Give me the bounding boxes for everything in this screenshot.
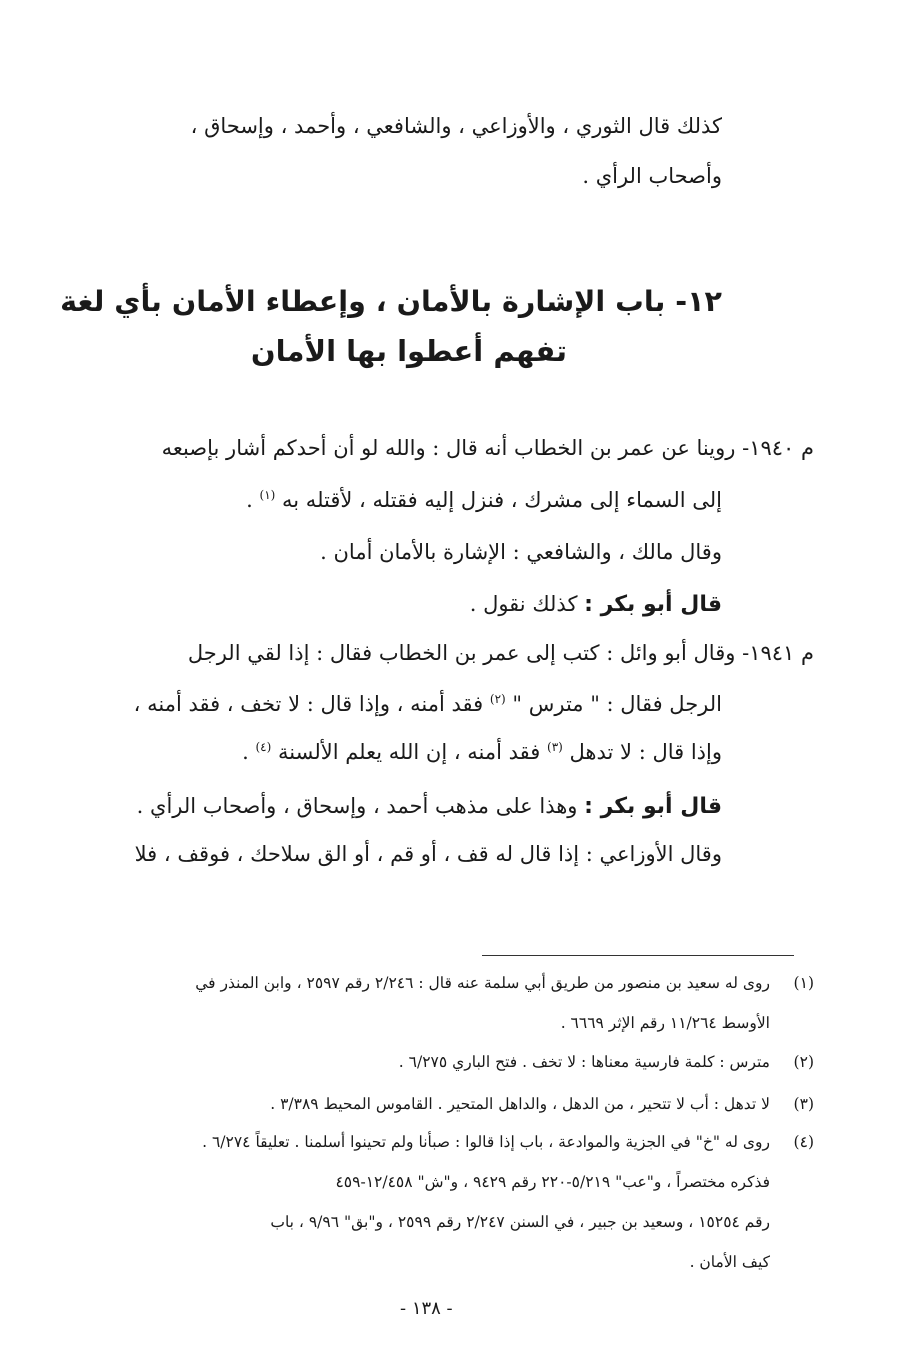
footnote-1-line-1: روى له سعيد بن منصور من طريق أبي سلمة عنه قال : ٢/٢٤٦ رقم ٢٥٩٧ ، وابن المنذر في [195, 974, 770, 992]
intro-line-2: وأصحاب الرأي . [582, 164, 722, 188]
footnote-ref: (١) [259, 488, 276, 502]
footnote-number: (٤) [793, 1133, 814, 1151]
entry-text: إلى السماء إلى مشرك ، فنزل إليه فقتله ، لأقتله به [282, 488, 722, 512]
entry-1940-line-3: وقال مالك ، والشافعي : الإشارة بالأمان أمان . [320, 540, 722, 564]
footnote-number: (٢) [793, 1053, 814, 1071]
chapter-title-line-1: ١٢- باب الإشارة بالأمان ، وإعطاء الأمان بأي لغة [60, 284, 722, 318]
footnote-4-line-1: روى له "خ" في الجزية والموادعة ، باب إذا قالوا : صبأنا ولم تحينوا أسلمنا . تعليقاً ٦/٢٧٤ . [202, 1133, 770, 1151]
footnote-4-line-4: كيف الأمان . [689, 1253, 770, 1271]
entry-1941-line-2 [134, 692, 722, 716]
page-number: - ١٣٨ - [400, 1298, 453, 1319]
entry-1941-line-1 [188, 641, 814, 665]
footnote-4-line-2: فذكره مختصراً ، و"عب" ٥/٢١٩-٢٢٠ رقم ٩٤٢٩ ، و"ش" ١٢/٤٥٨-٤٥٩ [335, 1173, 770, 1191]
abu-bakr-text: كذلك نقول . [469, 592, 578, 616]
entry-text: وقال أبو وائل : كتب إلى عمر بن الخطاب فقال : إذا لقي الرجل [187, 641, 736, 665]
entry-number: م ١٩٤٠- [742, 436, 814, 460]
entry-number: م ١٩٤١- [742, 641, 814, 665]
entry-text: فقد أمنه ، وإذا قال : لا تخف ، فقد أمنه ، [133, 692, 484, 716]
entry-1941-line-5: وقال الأوزاعي : إذا قال له قف ، أو قم ، أو الق سلاحك ، فوقف ، فلا [134, 842, 722, 866]
footnote-number: (١) [793, 974, 814, 992]
abu-bakr-text: وهذا على مذهب أحمد ، وإسحاق ، وأصحاب الرأي . [136, 794, 578, 818]
entry-1940-abu-bakr [470, 592, 722, 617]
footnote-1-line-2: الأوسط ١١/٢٦٤ رقم الإثر ٦٦٦٩ . [560, 1014, 770, 1032]
entry-1941-line-3: وإذا قال : لا تدهل $^{(٣)}$ فقد أمنه ، إن الله يعلم الألسنة $^{(٤)}$ . [242, 740, 722, 764]
entry-1941-abu-bakr [137, 794, 722, 819]
footnote-number: (٣) [793, 1095, 814, 1113]
footnote-2-line-1: مترس : كلمة فارسية معناها : لا تخف . فتح الباري ٦/٢٧٥ . [398, 1053, 770, 1071]
entry-text: فقد أمنه ، إن الله يعلم الألسنة [277, 740, 541, 764]
entry-1940-line-1 [162, 436, 814, 460]
entry-1940-line-2: إلى السماء إلى مشرك ، فنزل إليه فقتله ، لأقتله به $^{(١)}$ . [246, 488, 722, 512]
footnote-ref: (٣) [547, 740, 563, 754]
entry-text: وإذا قال : لا تدهل [569, 740, 722, 764]
abu-bakr-label: قال أبو بكر : [584, 794, 722, 819]
footnote-4-line-3: رقم ١٥٢٥٤ ، وسعيد بن جبير ، في السنن ٢/٢٤٧ رقم ٢٥٩٩ ، و"بق" ٩/٩٦ ، باب [270, 1213, 770, 1231]
footnote-3-line-1: لا تدهل : أب لا تتحير ، من الدهل ، والداهل المتحير . القاموس المحيط ٣/٣٨٩ . [270, 1095, 770, 1113]
entry-text: روينا عن عمر بن الخطاب أنه قال : والله لو أن أحدكم أشار بإصبعه [161, 436, 736, 460]
intro-line-1: كذلك قال الثوري ، والأوزاعي ، والشافعي ، وأحمد ، وإسحاق ، [190, 114, 722, 138]
abu-bakr-label: قال أبو بكر : [584, 592, 722, 617]
footnote-ref: (٢) [489, 692, 506, 706]
footnote-ref: (٤) [255, 740, 272, 754]
entry-text: الرجل فقال : " مترس " [512, 692, 722, 716]
footnote-separator [482, 955, 794, 956]
chapter-title-line-2: تفهم أعطوا بها الأمان [250, 334, 567, 368]
